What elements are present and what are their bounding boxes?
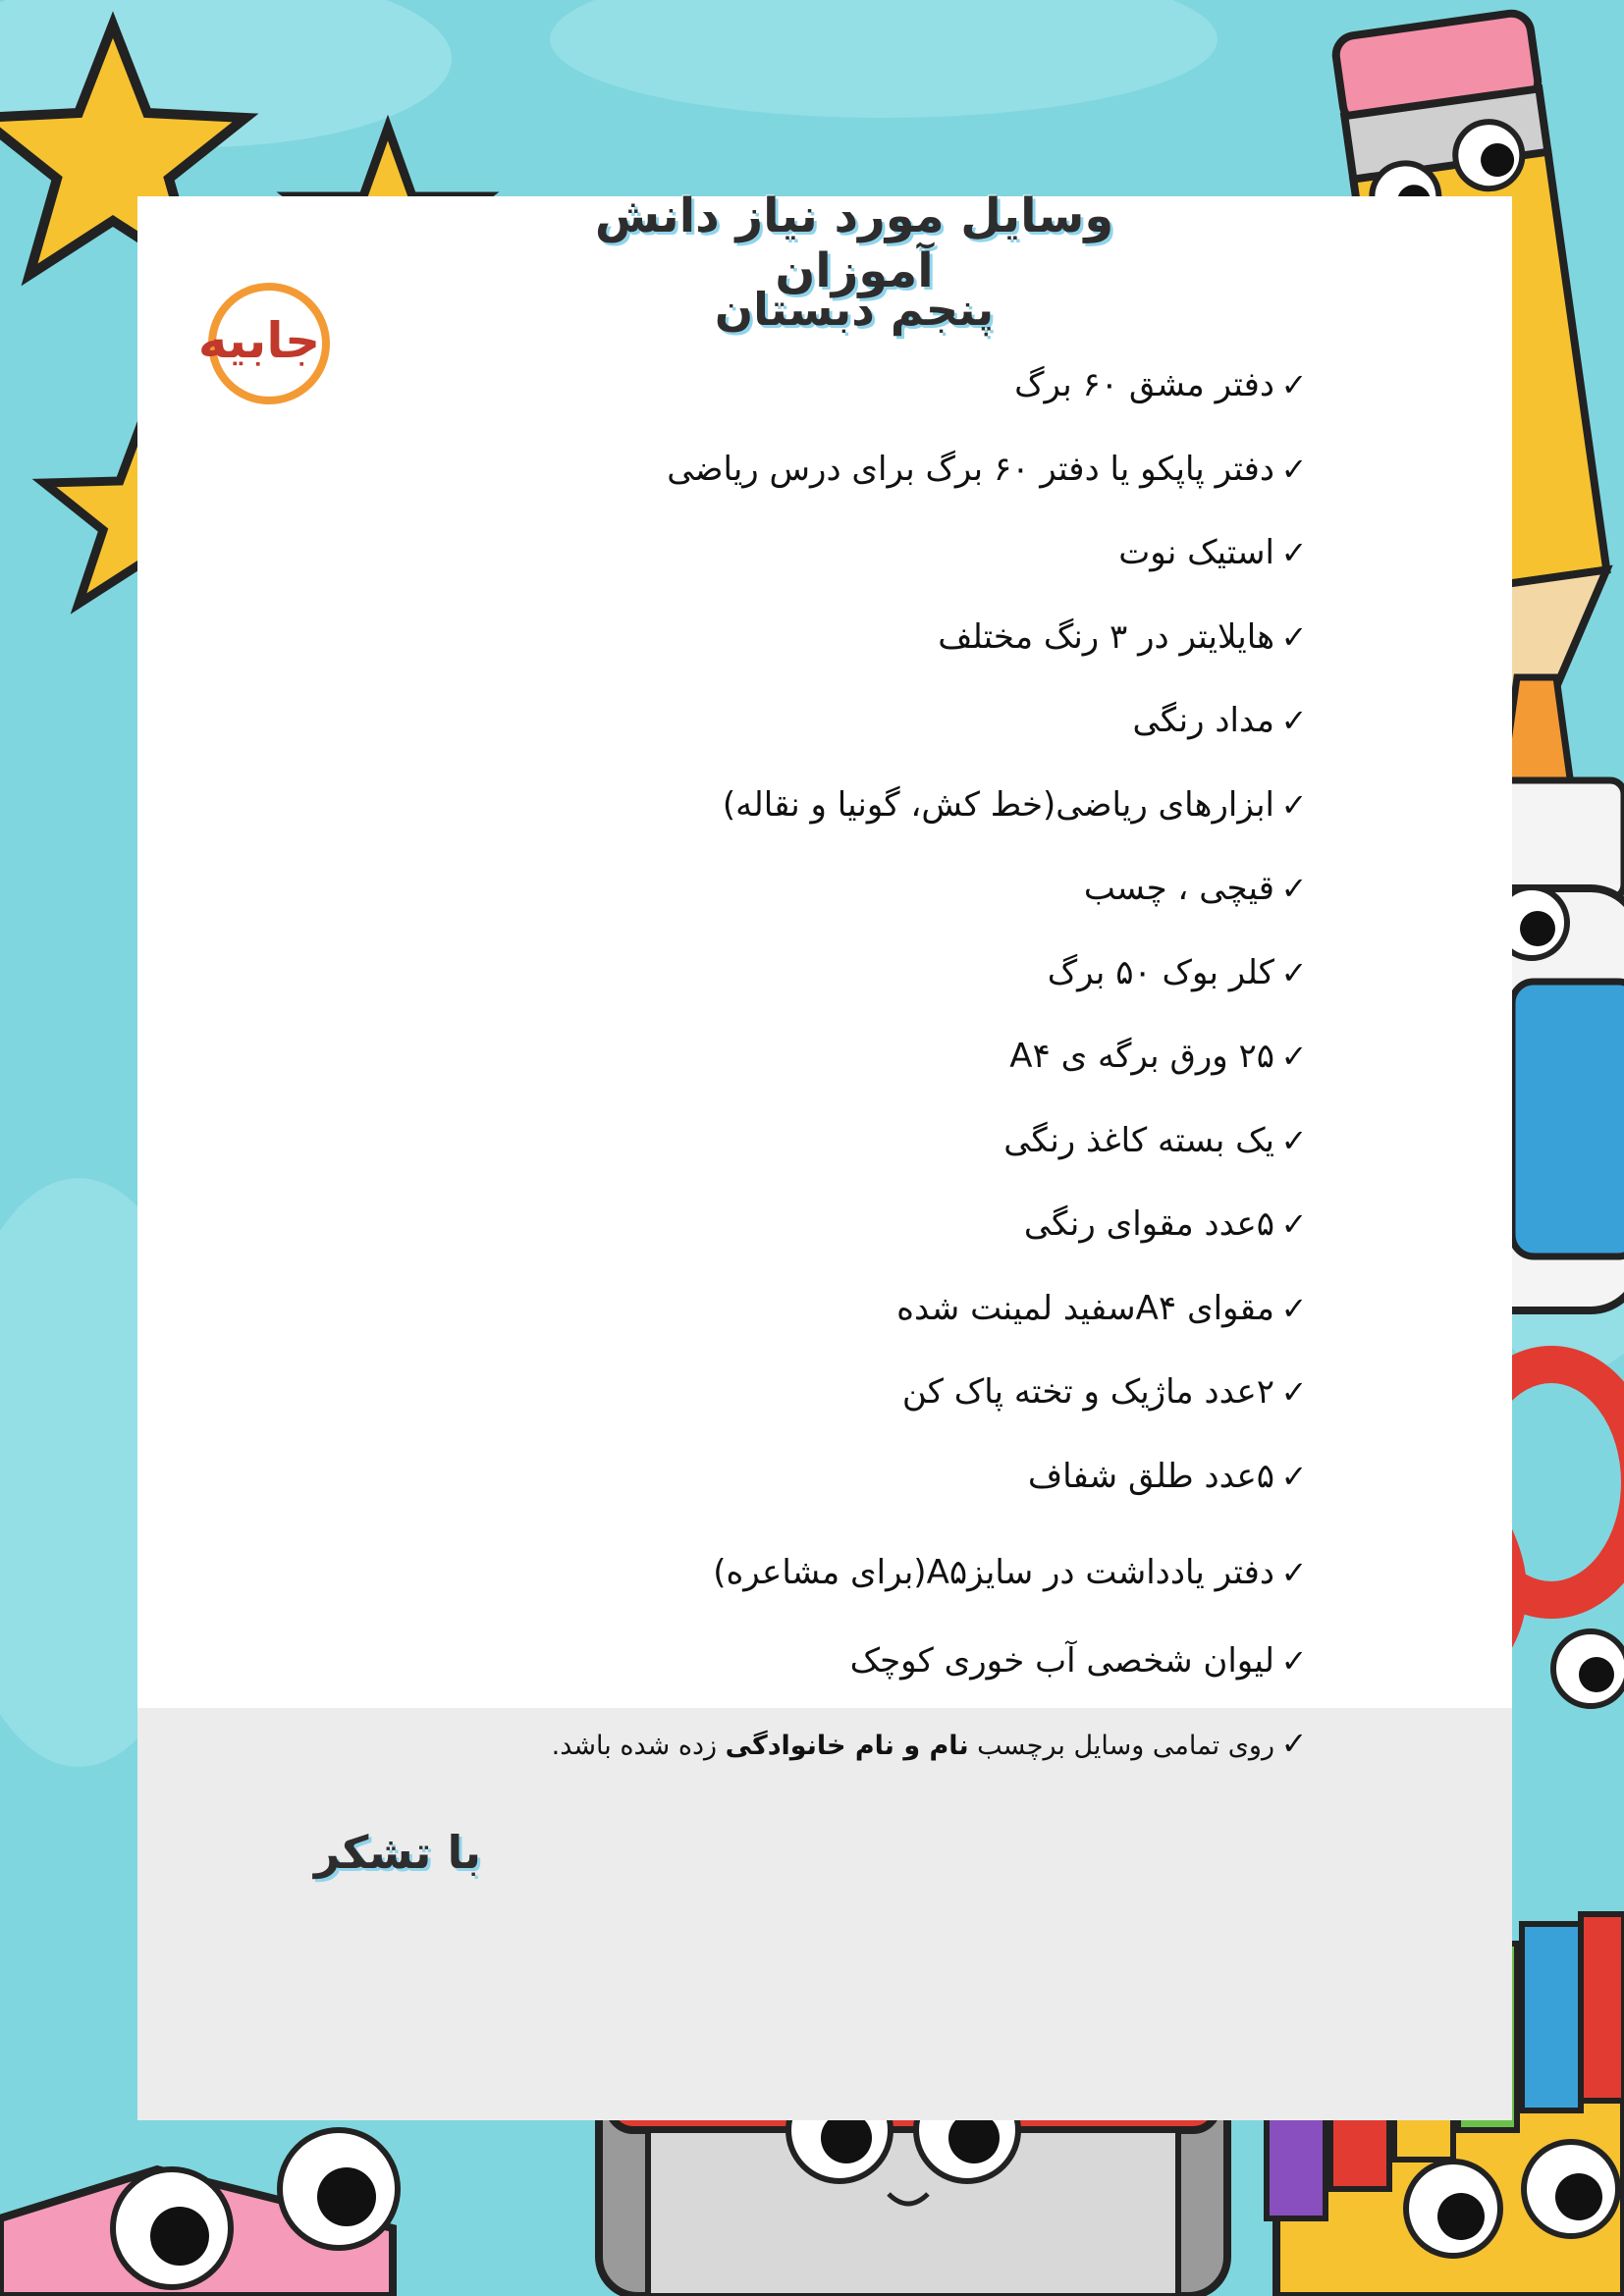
list-item: [902, 1372, 1314, 1412]
item-text: ابزارهای ریاضی(خط کش، گونیا و نقاله): [722, 785, 1274, 825]
closing-text: با تشکر: [314, 1826, 482, 1879]
list-item: [723, 785, 1314, 825]
check-icon: ✓: [1280, 1122, 1308, 1159]
list-item: [1048, 953, 1314, 992]
item-text: دفتر یادداشت در سایزA۵(برای مشاعره): [713, 1553, 1274, 1592]
item-text: کلر بوک ۵۰ برگ: [1047, 953, 1274, 992]
check-icon: ✓: [1280, 1290, 1308, 1327]
check-icon: ✓: [1280, 702, 1308, 739]
item-text: ۵عدد مقوای رنگی: [1023, 1204, 1274, 1244]
page-subtitle: پنجم دبستان: [714, 283, 995, 336]
check-icon: ✓: [1280, 1373, 1308, 1411]
list-item: [1024, 1204, 1314, 1244]
item-text: هایلایتر در ۳ رنگ مختلف: [938, 617, 1274, 657]
item-text: دفتر پاپکو یا دفتر ۶۰ برگ برای درس ریاضی: [667, 450, 1274, 489]
note-bold-text: نام و نام خانوادگی: [725, 1731, 969, 1761]
check-icon: ✓: [1280, 1642, 1308, 1680]
page-title: وسایل مورد نیاز دانش آموزان: [594, 188, 1114, 298]
item-text: قیچی ، چسب: [1083, 869, 1274, 908]
item-text: ۲۵ ورق برگه ی A۴: [1009, 1037, 1274, 1076]
list-item: [1003, 1121, 1314, 1160]
list-item: [1028, 1457, 1314, 1496]
note-text-end: زده شده باشد.: [551, 1731, 726, 1761]
label-note: [552, 1725, 1314, 1762]
item-text: مقوای A۴سفید لمینت شده: [896, 1289, 1274, 1328]
list-item: [896, 1289, 1314, 1328]
list-item: [1014, 365, 1314, 404]
item-text: لیوان شخصی آب خوری کوچک: [849, 1641, 1274, 1681]
check-icon: ✓: [1280, 1038, 1308, 1075]
logo-text: جابیه: [197, 312, 321, 369]
item-text: استیک نوت: [1118, 533, 1274, 572]
check-icon: ✓: [1280, 954, 1308, 991]
note-text: روی تمامی وسایل برچسب: [968, 1731, 1274, 1761]
list-item: [713, 1553, 1314, 1592]
item-text: یک بسته کاغذ رنگی: [1003, 1121, 1274, 1160]
item-text: مداد رنگی: [1132, 701, 1274, 740]
check-icon: ✓: [1280, 870, 1308, 907]
check-icon: ✓: [1280, 534, 1308, 571]
item-text: ۵عدد طلق شفاف: [1027, 1457, 1274, 1496]
list-item: [667, 450, 1314, 489]
check-icon: ✓: [1280, 1725, 1308, 1762]
item-text: ۲عدد ماژیک و تخته پاک کن: [901, 1372, 1274, 1412]
check-icon: ✓: [1280, 366, 1308, 403]
check-icon: ✓: [1280, 618, 1308, 656]
check-icon: ✓: [1280, 1554, 1308, 1591]
paper-sheet-bottom: [137, 1708, 1512, 2120]
check-icon: ✓: [1280, 1458, 1308, 1495]
check-icon: ✓: [1280, 786, 1308, 824]
list-item: [1009, 1037, 1314, 1076]
list-item: [1118, 533, 1314, 572]
list-item: [850, 1641, 1314, 1681]
list-item: [1084, 869, 1314, 908]
item-text: دفتر مشق ۶۰ برگ: [1014, 365, 1274, 404]
check-icon: ✓: [1280, 451, 1308, 488]
list-item: [1133, 701, 1314, 740]
list-item: [938, 617, 1314, 657]
check-icon: ✓: [1280, 1205, 1308, 1243]
